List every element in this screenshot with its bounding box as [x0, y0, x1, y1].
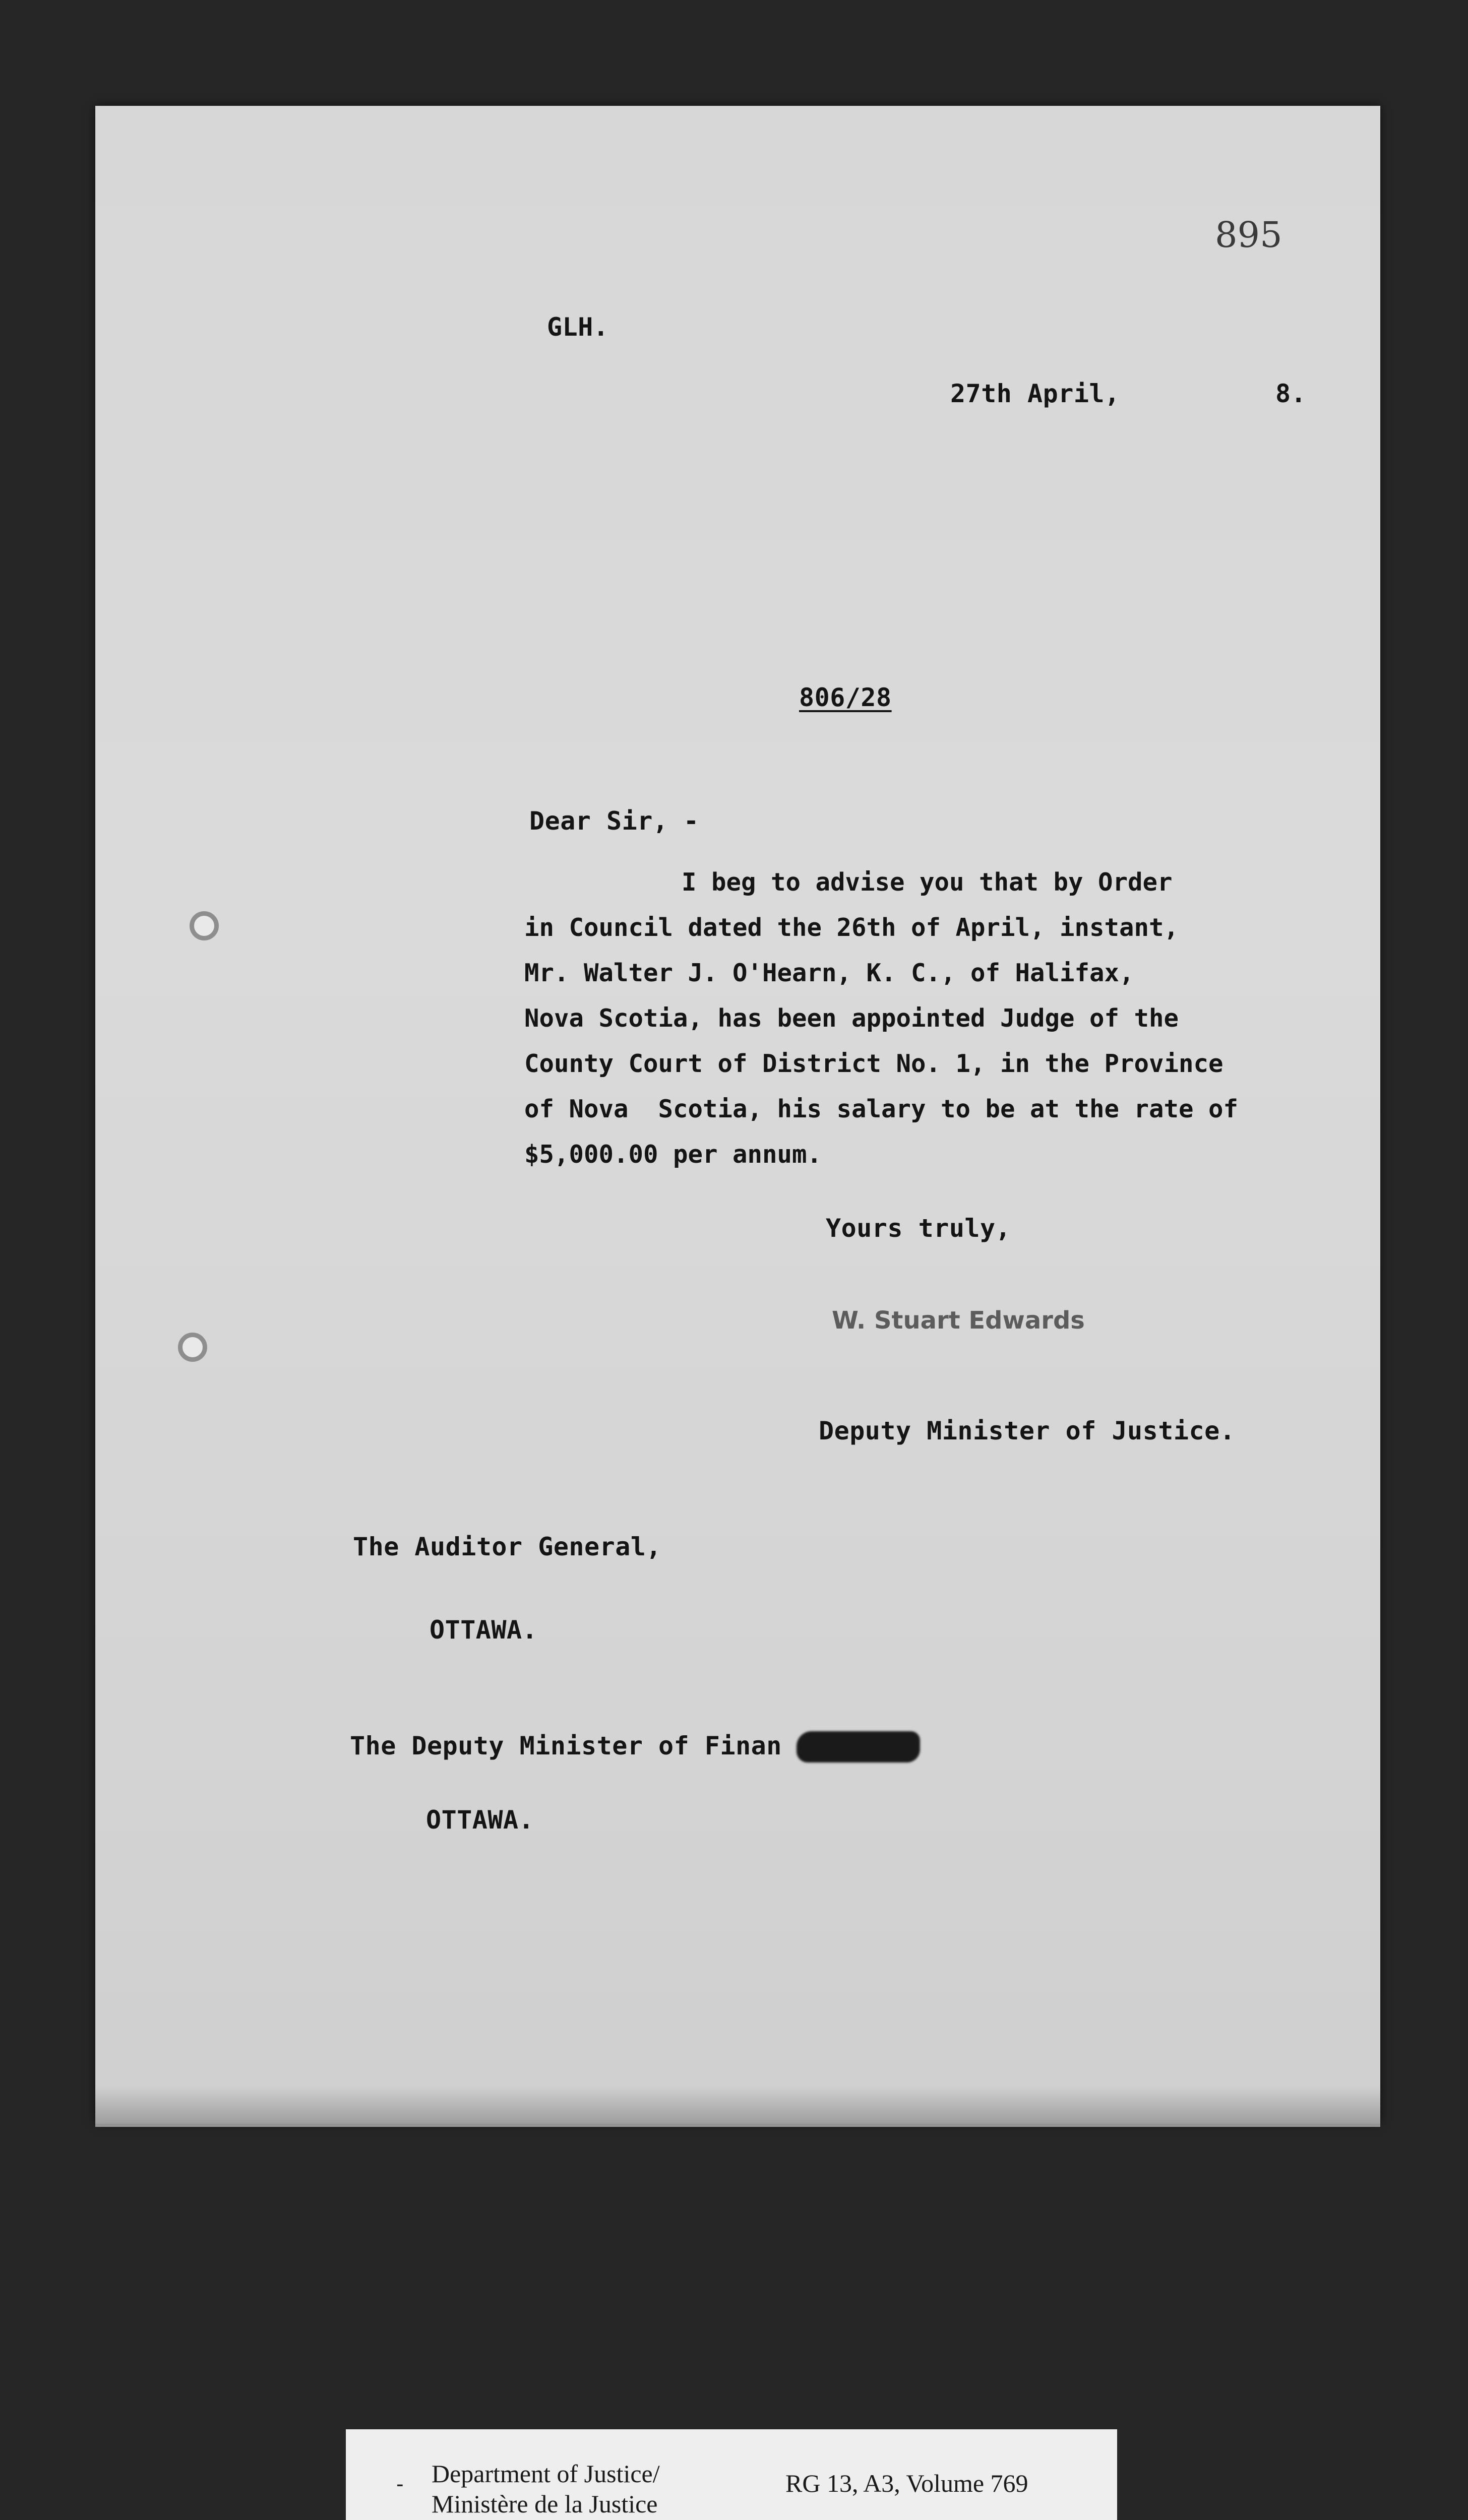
typist-initials: GLH.: [547, 312, 609, 342]
archive-reference: RG 13, A3, Volume 769: [785, 2469, 1028, 2497]
salutation: Dear Sir, -: [529, 806, 699, 836]
recipient-1-name: The Auditor General,: [353, 1532, 662, 1561]
recipient-1-city: OTTAWA.: [430, 1615, 538, 1645]
department-line-2: Ministère de la Justice: [432, 2490, 658, 2518]
punch-hole-top: [190, 911, 219, 940]
archive-reference-label: [346, 2429, 1117, 2520]
punch-hole-bottom: [178, 1333, 207, 1362]
body-line-5: County Court of District No. 1, in the Province: [524, 1049, 1224, 1078]
recipient-2-city: OTTAWA.: [426, 1805, 534, 1835]
signer-title: Deputy Minister of Justice.: [819, 1416, 1236, 1445]
body-line-1: I beg to advise you that by Order: [682, 868, 1173, 897]
page-number: 895: [1215, 214, 1282, 256]
ink-smudge: [797, 1731, 920, 1762]
department-name: [432, 2459, 660, 2519]
page-shadow-edge: [95, 2087, 1380, 2127]
department-line-1: Department of Justice/: [432, 2460, 660, 2488]
recipient-2-name: The Deputy Minister of Finan: [350, 1731, 782, 1760]
body-line-6: of Nova Scotia, his salary to be at the rate of: [524, 1095, 1239, 1123]
closing: Yours truly,: [826, 1214, 1011, 1243]
body-line-2: in Council dated the 26th of April, instant,: [524, 913, 1179, 942]
signature: W. Stuart Edwards: [832, 1306, 1085, 1335]
label-dash: -: [396, 2472, 404, 2496]
body-line-4: Nova Scotia, has been appointed Judge of the: [524, 1004, 1179, 1033]
file-reference: 806/28: [799, 683, 892, 712]
letter-year: 8.: [1275, 379, 1307, 408]
body-line-7: $5,000.00 per annum.: [524, 1140, 822, 1169]
body-line-3: Mr. Walter J. O'Hearn, K. C., of Halifax,: [524, 959, 1134, 987]
letter-date: 27th April,: [950, 379, 1120, 408]
